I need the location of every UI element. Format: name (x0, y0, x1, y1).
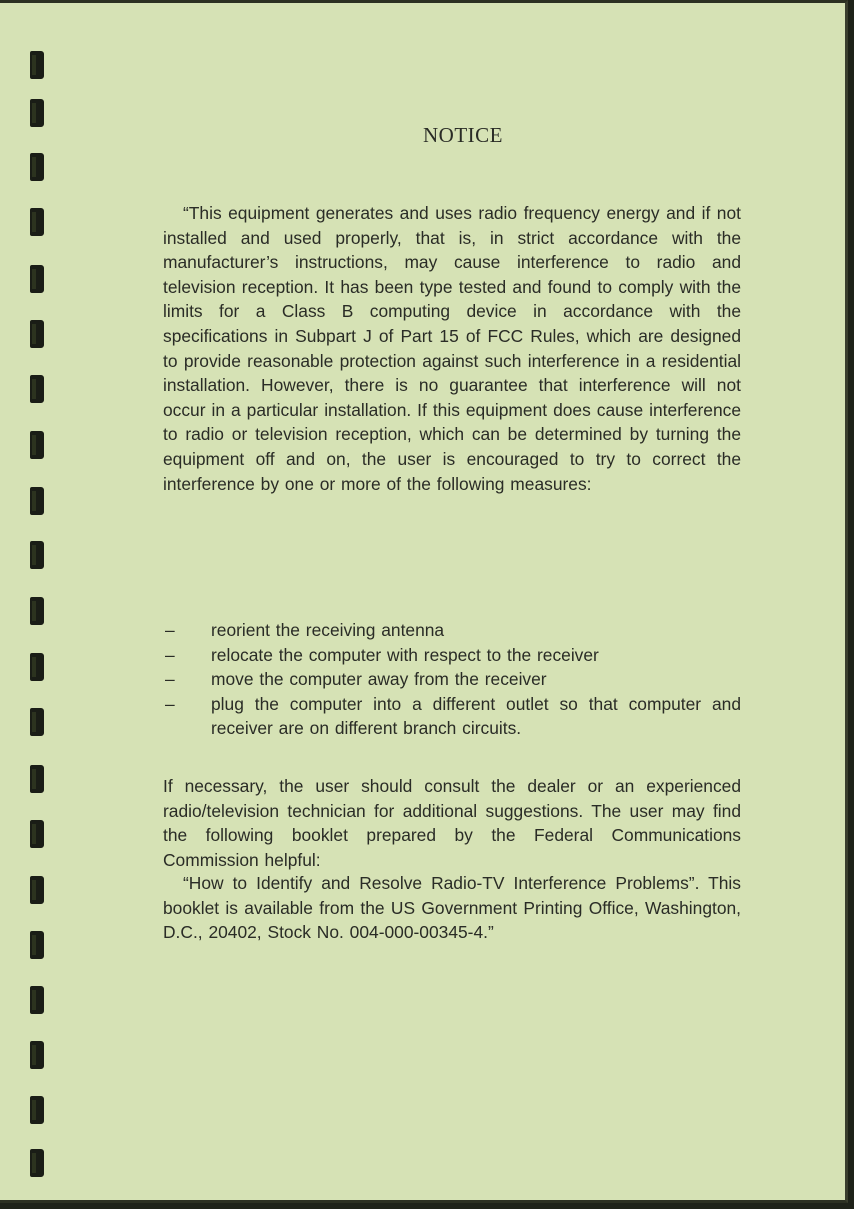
binding-hole (30, 931, 44, 959)
binding-hole (30, 541, 44, 569)
list-item (163, 692, 741, 741)
binding-hole (30, 820, 44, 848)
binding-hole (30, 597, 44, 625)
binding-hole (30, 265, 44, 293)
binding-hole (30, 153, 44, 181)
binding-hole (30, 986, 44, 1014)
dash-bullet: – (165, 693, 175, 714)
binding-hole (30, 208, 44, 236)
binding-hole (30, 375, 44, 403)
spiral-binding (30, 3, 50, 1200)
dash-bullet: – (165, 669, 175, 690)
list-item-text: relocate the computer with respect to the receiver (211, 644, 599, 665)
binding-hole (30, 765, 44, 793)
list-item-text: move the computer away from the receiver (211, 669, 547, 690)
binding-hole (30, 1149, 44, 1177)
binding-hole (30, 653, 44, 681)
dash-bullet: – (165, 620, 175, 640)
list-item-text: plug the computer into a different outlet so that computer and receiver are on different branch circuits. (211, 693, 741, 739)
list-item (163, 667, 741, 692)
binding-hole (30, 320, 44, 348)
binding-hole (30, 1096, 44, 1124)
binding-hole (30, 51, 44, 79)
booklet-paragraph: “How to Identify and Resolve Radio-TV Interference Problems”. This booklet is available from the US Government Printing Office, Washington, D.C., 20402, Stock No. 004-000-00345-4.” (163, 873, 741, 943)
binding-hole (30, 1041, 44, 1069)
binding-hole (30, 431, 44, 459)
binding-hole (30, 487, 44, 515)
measures-list (163, 618, 741, 741)
binding-hole (30, 708, 44, 736)
list-item-text: reorient the receiving antenna (211, 620, 445, 640)
consult-paragraph: If necessary, the user should consult the dealer or an experienced radio/television technician for additional suggestions. The user may find the following booklet prepared by the Federal Communications Commission helpful: (163, 776, 741, 870)
notice-paragraph: “This equipment generates and uses radio frequency energy and if not installed and used properly, that is, in strict accordance with the manufacturer’s instructions, may cause interference to radio and television reception. It has been type tested and found to comply with the limits for a Class B computing device in accordance with the specifications in Subpart J of Part 15 of FCC Rules, which are designed to provide reasonable protection against such interference in a residential installation. However, there is no guarantee that interference will not occur in a particular installation. If this equipment does cause interference to radio or television reception, which can be determined by turning the equipment off and on, the user is encouraged to try to correct the interference by one or more of the following measures: (163, 203, 741, 494)
list-item (163, 643, 741, 668)
binding-hole (30, 99, 44, 127)
dash-bullet: – (165, 644, 175, 665)
binding-hole (30, 876, 44, 904)
page-title: NOTICE (423, 123, 503, 147)
list-item (163, 618, 741, 643)
